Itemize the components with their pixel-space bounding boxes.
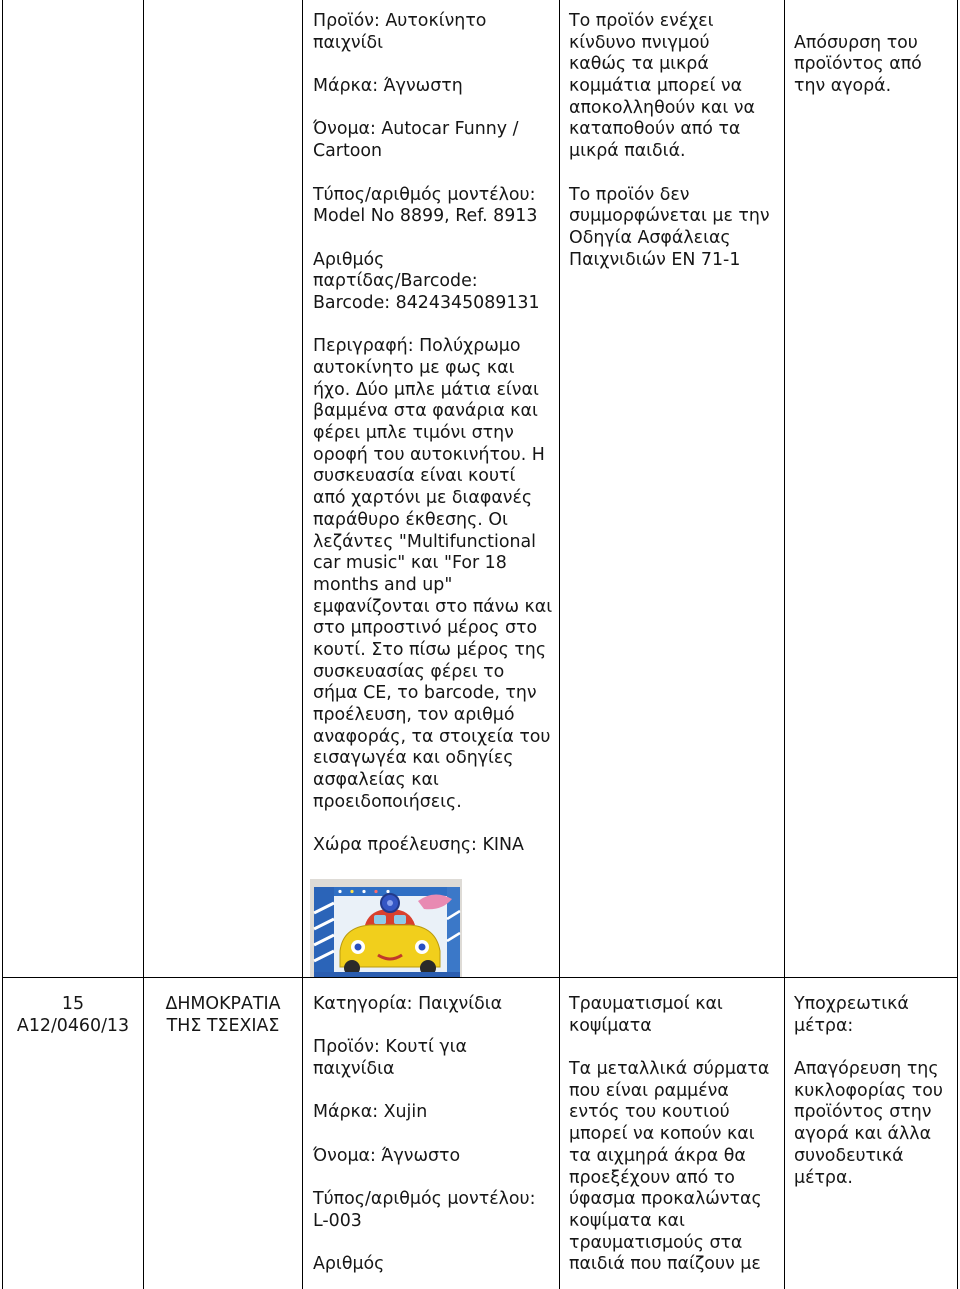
product-line: ασφαλείας και — [313, 770, 439, 791]
product-line: στο μπροστινό μέρος στο — [313, 618, 538, 639]
reference-code: A12/0460/13 — [16, 1015, 130, 1036]
product-line: αυτοκίνητο με φως και — [313, 358, 515, 378]
risk-line: Τα μεταλλικά σύρματα — [569, 1059, 770, 1080]
table-row — [2, 0, 958, 978]
risk-paragraph — [569, 1059, 784, 1276]
measures-line: Απόσυρση του — [794, 32, 918, 53]
measures-line: Υποχρεωτικά — [794, 994, 909, 1014]
product-line: Model No 8899, Ref. 8913 — [313, 206, 538, 227]
product-line: Όνομα: Autocar Funny / — [313, 119, 519, 140]
product-line: παράθυρο έκθεσης. Οι — [313, 509, 508, 530]
risk-line: αποκολληθούν και να — [569, 97, 755, 118]
risk-line: μπορεί να κοπούν και — [569, 1124, 755, 1145]
product-paragraph — [313, 11, 559, 54]
product-line: κουτί. Στο πίσω μέρος της — [313, 639, 547, 660]
reference-cell — [3, 0, 144, 977]
product-line: Μάρκα: Άγνωστη — [313, 76, 463, 97]
risk-paragraph — [569, 994, 784, 1037]
measures-line: μέτρα: — [794, 1015, 854, 1036]
product-line: σήμα CE, το barcode, την — [313, 683, 537, 704]
risk-line: Παιχνιδιών ΕΝ 71-1 — [569, 249, 741, 270]
product-paragraph — [313, 1102, 559, 1124]
risk-line: καθώς τα μικρά — [569, 54, 709, 75]
product-line: months and up" — [313, 574, 453, 595]
measures-line: αγορά και άλλα — [794, 1124, 932, 1145]
risk-line: κοψίματα — [569, 1015, 652, 1036]
product-line: προειδοποιήσεις. — [313, 791, 462, 812]
product-line: προέλευση, τον αριθμό — [313, 705, 515, 725]
risk-cell — [560, 978, 785, 1289]
product-line: Όνομα: Άγνωστο — [313, 1145, 461, 1166]
product-paragraph — [313, 76, 559, 98]
risk-paragraph — [569, 185, 784, 272]
risk-line: συμμορφώνεται με την — [569, 206, 770, 227]
toy-car-photo — [310, 879, 462, 977]
product-line: Αριθμός — [313, 249, 385, 270]
risk-line: κομμάτια μπορεί να — [569, 76, 743, 97]
risk-line: μικρά παιδιά. — [569, 141, 686, 162]
product-line: ήχο. Δύο μπλε μάτια είναι — [313, 379, 539, 400]
risk-line: που είναι ραμμένα — [569, 1080, 729, 1101]
product-line: συσκευασία είναι κουτί — [313, 466, 516, 487]
country-of-origin — [313, 835, 559, 857]
measures-line: Απαγόρευση της — [794, 1059, 939, 1080]
product-line: Κατηγορία: Παιχνίδια — [313, 994, 503, 1014]
measures-line: την αγορά. — [794, 76, 892, 97]
risk-line: κίνδυνο πνιγμού — [569, 32, 710, 53]
product-line: οροφή του αυτοκινήτου. Η — [313, 444, 545, 465]
risk-line: Το προϊόν δεν — [569, 184, 690, 205]
product-line: Cartoon — [313, 141, 383, 162]
product-paragraph — [313, 250, 559, 315]
product-line: λεζάντες "Multifunctional — [313, 531, 536, 552]
product-line: Προϊόν: Κουτί για — [313, 1037, 468, 1058]
product-line: Αριθμός — [313, 1254, 385, 1275]
product-paragraph — [313, 1146, 559, 1168]
product-line: Μάρκα: Xujin — [313, 1102, 428, 1123]
risk-line: ύφασμα προκαλώντας — [569, 1189, 762, 1210]
product-line: συσκευασίας φέρει το — [313, 661, 505, 682]
product-line: Χώρα προέλευσης: ΚΙΝΑ — [313, 835, 524, 856]
risk-line: προεξέχουν από το — [569, 1167, 735, 1188]
table-row — [2, 978, 958, 1289]
product-line: παιχνίδια — [313, 1059, 395, 1080]
product-line: παιχνίδι — [313, 32, 383, 53]
measures-paragraph — [794, 33, 957, 98]
product-line: εισαγωγέα και οδηγίες — [313, 748, 514, 769]
risk-line: τραυματισμούς στα — [569, 1232, 743, 1253]
product-line: αναφοράς, τα στοιχεία του — [313, 726, 551, 747]
product-paragraph — [313, 1254, 559, 1276]
product-line: car music" και "For 18 — [313, 553, 507, 574]
product-paragraph — [313, 1037, 559, 1080]
product-cell — [303, 978, 560, 1289]
country-cell — [144, 0, 303, 977]
product-description — [313, 336, 559, 813]
measures-paragraph — [794, 994, 957, 1037]
measures-paragraph — [794, 1059, 957, 1189]
product-line: L-003 — [313, 1210, 362, 1231]
risk-line: καταποθούν από τα — [569, 119, 741, 140]
measures-cell — [785, 978, 958, 1289]
product-line: από χαρτόνι με διαφανές — [313, 488, 533, 509]
risk-line: Τραυματισμοί και — [569, 994, 723, 1014]
product-line: Προϊόν: Αυτοκίνητο — [313, 11, 487, 31]
measures-line: κυκλοφορίας του — [794, 1080, 943, 1101]
risk-line: κοψίματα και — [569, 1210, 685, 1231]
product-paragraph — [313, 1189, 559, 1232]
product-line: Barcode: 8424345089131 — [313, 292, 540, 313]
product-line: εμφανίζονται στο πάνω και — [313, 596, 553, 617]
product-line: Τύπος/αριθμός μοντέλου: — [313, 184, 536, 205]
box-base — [314, 972, 460, 977]
country-line: ΔΗΜΟΚΡΑΤΙΑ — [165, 994, 281, 1014]
risk-line: παιδιά που παίζουν με — [569, 1254, 761, 1275]
measures-line: μέτρα. — [794, 1167, 853, 1188]
product-paragraph — [313, 185, 559, 228]
product-paragraph — [313, 994, 559, 1016]
measures-line: συνοδευτικά — [794, 1145, 904, 1166]
product-paragraph — [313, 119, 559, 162]
measures-line: προϊόντος από — [794, 54, 922, 75]
risk-line: εντός του κουτιού — [569, 1102, 730, 1123]
product-line: παρτίδας/Barcode: — [313, 271, 478, 292]
product-line: Περιγραφή: Πολύχρωμο — [313, 336, 521, 357]
country-cell — [144, 978, 303, 1289]
country-line: ΤΗΣ ΤΣΕΧΙΑΣ — [166, 1015, 280, 1036]
measures-cell — [785, 0, 958, 977]
risk-cell — [560, 0, 785, 977]
entry-number: 15 — [61, 994, 85, 1014]
risk-paragraph — [569, 11, 784, 163]
risk-line: Το προϊόν ενέχει — [569, 11, 714, 31]
risk-line: Οδηγία Ασφάλειας — [569, 227, 731, 248]
measures-line: προϊόντος στην — [794, 1102, 932, 1123]
risk-line: τα αιχμηρά άκρα θα — [569, 1145, 746, 1166]
product-cell — [303, 0, 560, 977]
reference-cell — [3, 978, 144, 1289]
product-line: Τύπος/αριθμός μοντέλου: — [313, 1189, 536, 1210]
product-line: βαμμένα στα φανάρια και — [313, 401, 538, 422]
product-line: φέρει μπλε τιμόνι στην — [313, 423, 514, 444]
